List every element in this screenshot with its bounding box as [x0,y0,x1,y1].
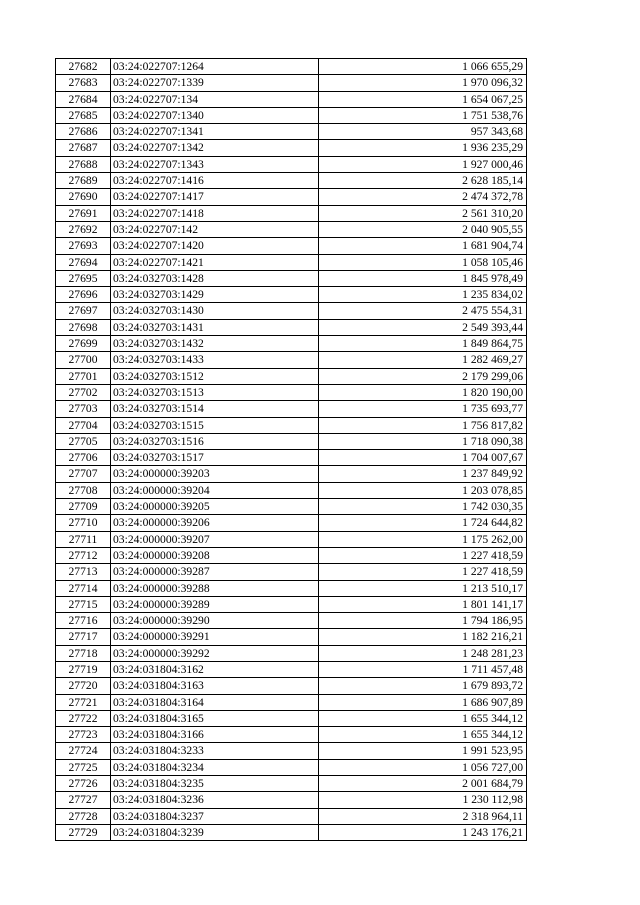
table-row [56,156,527,172]
row-number-cell: 27726 [56,776,111,792]
cadastral-number-cell: 03:24:022707:142 [111,221,319,237]
table-row [56,792,527,808]
table-row [56,75,527,91]
cadastral-number-cell: 03:24:000000:39292 [111,645,319,661]
row-number-cell: 27728 [56,808,111,824]
cadastral-number-cell: 03:24:032703:1431 [111,319,319,335]
value-cell: 1 243 176,21 [319,824,527,840]
table-row [56,221,527,237]
value-cell: 1 849 864,75 [319,336,527,352]
row-number-cell: 27721 [56,694,111,710]
value-cell: 1 801 141,17 [319,596,527,612]
row-number-cell: 27719 [56,661,111,677]
value-cell: 1 213 510,17 [319,580,527,596]
cadastral-number-cell: 03:24:022707:134 [111,91,319,107]
cadastral-number-cell: 03:24:031804:3235 [111,776,319,792]
table-row [56,368,527,384]
value-cell: 2 628 185,14 [319,173,527,189]
value-cell: 1 820 190,00 [319,384,527,400]
value-cell: 2 549 393,44 [319,319,527,335]
table-row [56,531,527,547]
cadastral-number-cell: 03:24:032703:1428 [111,270,319,286]
cadastral-number-cell: 03:24:032703:1517 [111,450,319,466]
cadastral-number-cell: 03:24:000000:39287 [111,564,319,580]
value-cell: 2 040 905,55 [319,221,527,237]
row-number-cell: 27691 [56,205,111,221]
table-row [56,433,527,449]
value-cell: 1 936 235,29 [319,140,527,156]
value-cell: 1 704 007,67 [319,450,527,466]
row-number-cell: 27714 [56,580,111,596]
row-number-cell: 27694 [56,254,111,270]
table-row [56,645,527,661]
table-row [56,808,527,824]
table-row [56,401,527,417]
row-number-cell: 27697 [56,303,111,319]
cadastral-number-cell: 03:24:000000:39291 [111,629,319,645]
table-row [56,613,527,629]
value-cell: 1 742 030,35 [319,499,527,515]
table-row [56,352,527,368]
row-number-cell: 27699 [56,336,111,352]
cadastral-number-cell: 03:24:032703:1512 [111,368,319,384]
cadastral-number-cell: 03:24:031804:3239 [111,824,319,840]
table-row [56,776,527,792]
row-number-cell: 27686 [56,124,111,140]
value-cell: 1 654 067,25 [319,91,527,107]
table-row [56,596,527,612]
value-cell: 1 970 096,32 [319,75,527,91]
cadastral-number-cell: 03:24:032703:1430 [111,303,319,319]
value-cell: 1 724 644,82 [319,515,527,531]
row-number-cell: 27693 [56,238,111,254]
value-cell: 2 475 554,31 [319,303,527,319]
value-cell: 1 991 523,95 [319,743,527,759]
table-row [56,319,527,335]
table-row [56,466,527,482]
value-cell: 1 794 186,95 [319,613,527,629]
table-row [56,824,527,840]
table-row [56,205,527,221]
value-cell: 1 735 693,77 [319,401,527,417]
value-cell: 1 655 344,12 [319,710,527,726]
row-number-cell: 27709 [56,499,111,515]
cadastral-number-cell: 03:24:032703:1514 [111,401,319,417]
value-cell: 1 679 893,72 [319,678,527,694]
cadastral-number-cell: 03:24:022707:1342 [111,140,319,156]
table-row [56,287,527,303]
row-number-cell: 27705 [56,433,111,449]
table-row [56,189,527,205]
value-cell: 957 343,68 [319,124,527,140]
row-number-cell: 27716 [56,613,111,629]
value-cell: 1 235 834,02 [319,287,527,303]
table-row [56,124,527,140]
table-row [56,482,527,498]
row-number-cell: 27684 [56,91,111,107]
value-cell: 1 182 216,21 [319,629,527,645]
value-cell: 1 718 090,38 [319,433,527,449]
cadastral-number-cell: 03:24:000000:39208 [111,547,319,563]
value-cell: 1 203 078,85 [319,482,527,498]
table-row [56,710,527,726]
row-number-cell: 27718 [56,645,111,661]
cadastral-number-cell: 03:24:000000:39203 [111,466,319,482]
value-cell: 1 056 727,00 [319,759,527,775]
row-number-cell: 27683 [56,75,111,91]
value-cell: 1 845 978,49 [319,270,527,286]
row-number-cell: 27689 [56,173,111,189]
table-row [56,450,527,466]
value-cell: 1 058 105,46 [319,254,527,270]
cadastral-number-cell: 03:24:031804:3237 [111,808,319,824]
cadastral-number-cell: 03:24:022707:1418 [111,205,319,221]
row-number-cell: 27688 [56,156,111,172]
row-number-cell: 27708 [56,482,111,498]
value-cell: 1 282 469,27 [319,352,527,368]
cadastral-number-cell: 03:24:032703:1432 [111,336,319,352]
value-cell: 1 066 655,29 [319,59,527,75]
cadastral-number-cell: 03:24:022707:1416 [111,173,319,189]
cadastral-number-cell: 03:24:031804:3233 [111,743,319,759]
cadastral-number-cell: 03:24:031804:3234 [111,759,319,775]
row-number-cell: 27720 [56,678,111,694]
table-row [56,336,527,352]
row-number-cell: 27722 [56,710,111,726]
value-cell: 2 561 310,20 [319,205,527,221]
cadastral-number-cell: 03:24:022707:1417 [111,189,319,205]
cadastral-number-cell: 03:24:000000:39204 [111,482,319,498]
row-number-cell: 27711 [56,531,111,547]
row-number-cell: 27685 [56,107,111,123]
value-cell: 1 751 538,76 [319,107,527,123]
value-cell: 1 711 457,48 [319,661,527,677]
table-row [56,759,527,775]
cadastral-number-cell: 03:24:022707:1339 [111,75,319,91]
value-cell: 1 248 281,23 [319,645,527,661]
table-row [56,107,527,123]
cadastral-number-cell: 03:24:022707:1264 [111,59,319,75]
cadastral-number-cell: 03:24:031804:3162 [111,661,319,677]
table-row [56,629,527,645]
row-number-cell: 27704 [56,417,111,433]
table-row [56,727,527,743]
cadastral-number-cell: 03:24:000000:39288 [111,580,319,596]
value-cell: 1 237 849,92 [319,466,527,482]
table-row [56,254,527,270]
table-row [56,580,527,596]
row-number-cell: 27706 [56,450,111,466]
value-cell: 1 227 418,59 [319,547,527,563]
cadastral-number-cell: 03:24:032703:1516 [111,433,319,449]
row-number-cell: 27707 [56,466,111,482]
row-number-cell: 27698 [56,319,111,335]
row-number-cell: 27692 [56,221,111,237]
cadastral-number-cell: 03:24:031804:3236 [111,792,319,808]
value-cell: 1 175 262,00 [319,531,527,547]
cadastral-number-cell: 03:24:022707:1421 [111,254,319,270]
row-number-cell: 27723 [56,727,111,743]
cadastral-number-cell: 03:24:031804:3166 [111,727,319,743]
cadastral-number-cell: 03:24:032703:1515 [111,417,319,433]
row-number-cell: 27710 [56,515,111,531]
table-row [56,91,527,107]
table-row [56,564,527,580]
row-number-cell: 27703 [56,401,111,417]
table-row [56,499,527,515]
value-cell: 1 756 817,82 [319,417,527,433]
table-row [56,743,527,759]
row-number-cell: 27702 [56,384,111,400]
cadastral-number-cell: 03:24:022707:1340 [111,107,319,123]
cadastral-number-cell: 03:24:000000:39290 [111,613,319,629]
table-row [56,547,527,563]
cadastral-number-cell: 03:24:022707:1420 [111,238,319,254]
row-number-cell: 27696 [56,287,111,303]
row-number-cell: 27715 [56,596,111,612]
table-row [56,417,527,433]
cadastral-number-cell: 03:24:000000:39206 [111,515,319,531]
table-body [56,59,527,841]
cadastral-number-cell: 03:24:022707:1341 [111,124,319,140]
row-number-cell: 27713 [56,564,111,580]
value-cell: 2 179 299,06 [319,368,527,384]
row-number-cell: 27727 [56,792,111,808]
value-cell: 1 227 418,59 [319,564,527,580]
table-row [56,238,527,254]
table-row [56,515,527,531]
row-number-cell: 27701 [56,368,111,384]
row-number-cell: 27725 [56,759,111,775]
cadastral-number-cell: 03:24:031804:3165 [111,710,319,726]
table-row [56,694,527,710]
table-row [56,661,527,677]
cadastral-number-cell: 03:24:032703:1513 [111,384,319,400]
table-row [56,678,527,694]
table-row [56,303,527,319]
table-row [56,270,527,286]
cadastral-number-cell: 03:24:031804:3164 [111,694,319,710]
value-cell: 1 927 000,46 [319,156,527,172]
cadastral-number-cell: 03:24:032703:1429 [111,287,319,303]
value-cell: 1 655 344,12 [319,727,527,743]
table-row [56,173,527,189]
cadastral-number-cell: 03:24:000000:39289 [111,596,319,612]
row-number-cell: 27695 [56,270,111,286]
row-number-cell: 27717 [56,629,111,645]
value-cell: 2 318 964,11 [319,808,527,824]
row-number-cell: 27682 [56,59,111,75]
data-table [55,58,527,841]
row-number-cell: 27690 [56,189,111,205]
table-row [56,384,527,400]
row-number-cell: 27724 [56,743,111,759]
table-row [56,59,527,75]
cadastral-number-cell: 03:24:032703:1433 [111,352,319,368]
row-number-cell: 27700 [56,352,111,368]
table-row [56,140,527,156]
value-cell: 1 686 907,89 [319,694,527,710]
cadastral-number-cell: 03:24:000000:39205 [111,499,319,515]
row-number-cell: 27712 [56,547,111,563]
value-cell: 2 474 372,78 [319,189,527,205]
cadastral-number-cell: 03:24:000000:39207 [111,531,319,547]
cadastral-number-cell: 03:24:022707:1343 [111,156,319,172]
value-cell: 2 001 684,79 [319,776,527,792]
row-number-cell: 27729 [56,824,111,840]
value-cell: 1 230 112,98 [319,792,527,808]
cadastral-number-cell: 03:24:031804:3163 [111,678,319,694]
row-number-cell: 27687 [56,140,111,156]
value-cell: 1 681 904,74 [319,238,527,254]
